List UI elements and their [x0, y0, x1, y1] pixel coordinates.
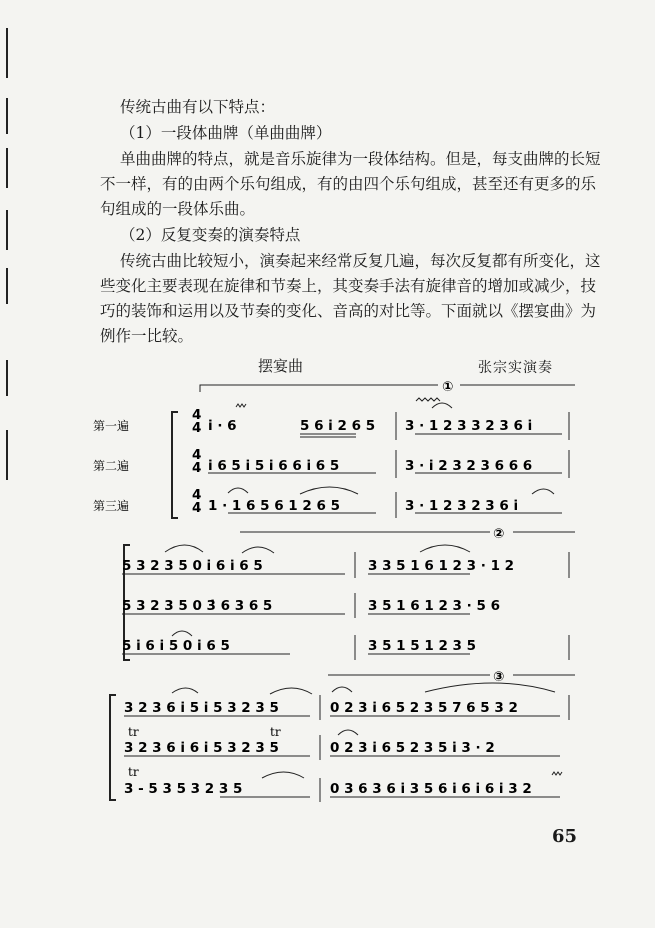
notes-measure: 3 · i̇ 2 3 2 3 6 6 6	[405, 458, 533, 474]
notes-measure: 5 3 2 3 5 0 3̇ 6 3 6 5	[122, 598, 273, 614]
time-sig-top: 4	[192, 447, 202, 463]
notes-measure: 3 3 5 1 6 1 2 3 · 1 2	[368, 558, 515, 574]
trill-mark	[552, 772, 562, 775]
row-label: 第一遍	[93, 419, 130, 433]
notes-measure: 0 2 3 i̇ 6 5 2 3 5 i̇ 3 · 2	[330, 740, 495, 756]
notes-measure: 3 2 3 6 i̇ 5 i̇ 5 3 2 3 5	[124, 700, 279, 716]
notes-measure: 3 · 1 2 3 2 3 6 i̇	[405, 498, 519, 514]
notes-measure: 3 2 3 6 i̇ 6 i̇ 5 3 2 3 5	[124, 740, 279, 756]
ornament-tr: tr	[128, 765, 139, 779]
notes-measure: 3 5 1 6 1 2 3 · 5 6	[368, 598, 500, 614]
notes-measure: 3 · 1 2 3 3 2 3 6 i̇	[405, 418, 533, 434]
slur	[172, 688, 198, 693]
row-label: 第三遍	[93, 499, 130, 513]
notes-measure: 5 3 2 3 5 0 i̇ 6 i̇ 6 5	[122, 558, 263, 574]
page-number: 65	[552, 826, 578, 847]
slur	[432, 403, 452, 408]
slur	[300, 487, 358, 494]
time-sig-bottom: 4	[192, 500, 202, 516]
slur	[420, 545, 470, 552]
section-mark-3: ③	[493, 669, 505, 685]
line-heading-1: （1）一段体曲牌（单曲曲牌）	[120, 124, 332, 142]
ornament-tr: tr	[128, 725, 139, 739]
slur	[228, 488, 248, 493]
time-sig-bottom: 4	[192, 460, 202, 476]
trill-mark	[416, 398, 440, 401]
slur	[172, 631, 192, 636]
section-mark-1: ①	[442, 379, 454, 395]
system-brace	[172, 412, 178, 518]
notes-measure: 5 i̇ 6 i̇ 5 0 i̇ 6 5	[122, 638, 230, 654]
row-label: 第二遍	[93, 459, 130, 473]
slur	[270, 688, 312, 694]
score-performer: 张宗实演奏	[478, 360, 553, 376]
notes-measure: 1 · 1 6 5 6 1 2 6 5	[208, 498, 340, 514]
notes-measure: 3 - 5 3 5 3 2 3 5	[124, 781, 243, 797]
notes-measure: 0 2 3 i̇ 6 5 2 3 5 7 6 5 3 2	[330, 700, 518, 716]
slur	[425, 683, 555, 692]
ornament-tr: tr	[270, 725, 281, 739]
notes-measure: 0 3 6 3 6 i̇ 3 5 6 i̇ 6 i̇ 6 i̇ 3 2	[330, 781, 532, 797]
score-title: 摆宴曲	[258, 357, 304, 375]
slur	[532, 489, 554, 494]
notes-measure: i̇ · 6	[208, 418, 237, 434]
section-mark-2: ②	[493, 526, 505, 542]
time-sig-top: 4	[192, 487, 202, 503]
slur	[338, 730, 358, 735]
slur	[332, 687, 352, 692]
notes-measure: 5 6 i̇ 2 6 5	[300, 418, 376, 434]
notes-measure: i̇ 6 5 i̇ 5 i̇ 6 6 i̇ 6 5	[208, 458, 340, 474]
bracket-line	[200, 385, 213, 392]
slur	[165, 545, 203, 552]
paragraph-1: 单曲曲牌的特点，就是音乐旋律为一段体结构。但是，每支曲牌的长短不一样，有的由两个乐句组成，有的由四个乐句组成，甚至还有更多的乐句组成的一段体乐曲。	[100, 150, 601, 218]
paragraph-2: 传统古曲比较短小，演奏起来经常反复几遍，每次反复都有所变化，这些变化主要表现在旋律和节奏上，其变奏手法有旋律音的增加或减少，技巧的装饰和运用以及节奏的变化、音高的对比等。下面就以《摆宴曲》为例作一比较。	[100, 252, 601, 345]
slur	[262, 772, 304, 778]
line-heading-2: （2）反复变奏的演奏特点	[120, 226, 301, 244]
trill-mark	[236, 404, 246, 407]
time-sig-top: 4	[192, 407, 202, 423]
system-brace	[110, 695, 116, 800]
line-traits-intro: 传统古曲有以下特点：	[120, 98, 276, 116]
time-sig-bottom: 4	[192, 420, 202, 436]
notes-measure: 3 5 1 5 1 2 3 5	[368, 638, 477, 654]
slur	[242, 547, 274, 553]
